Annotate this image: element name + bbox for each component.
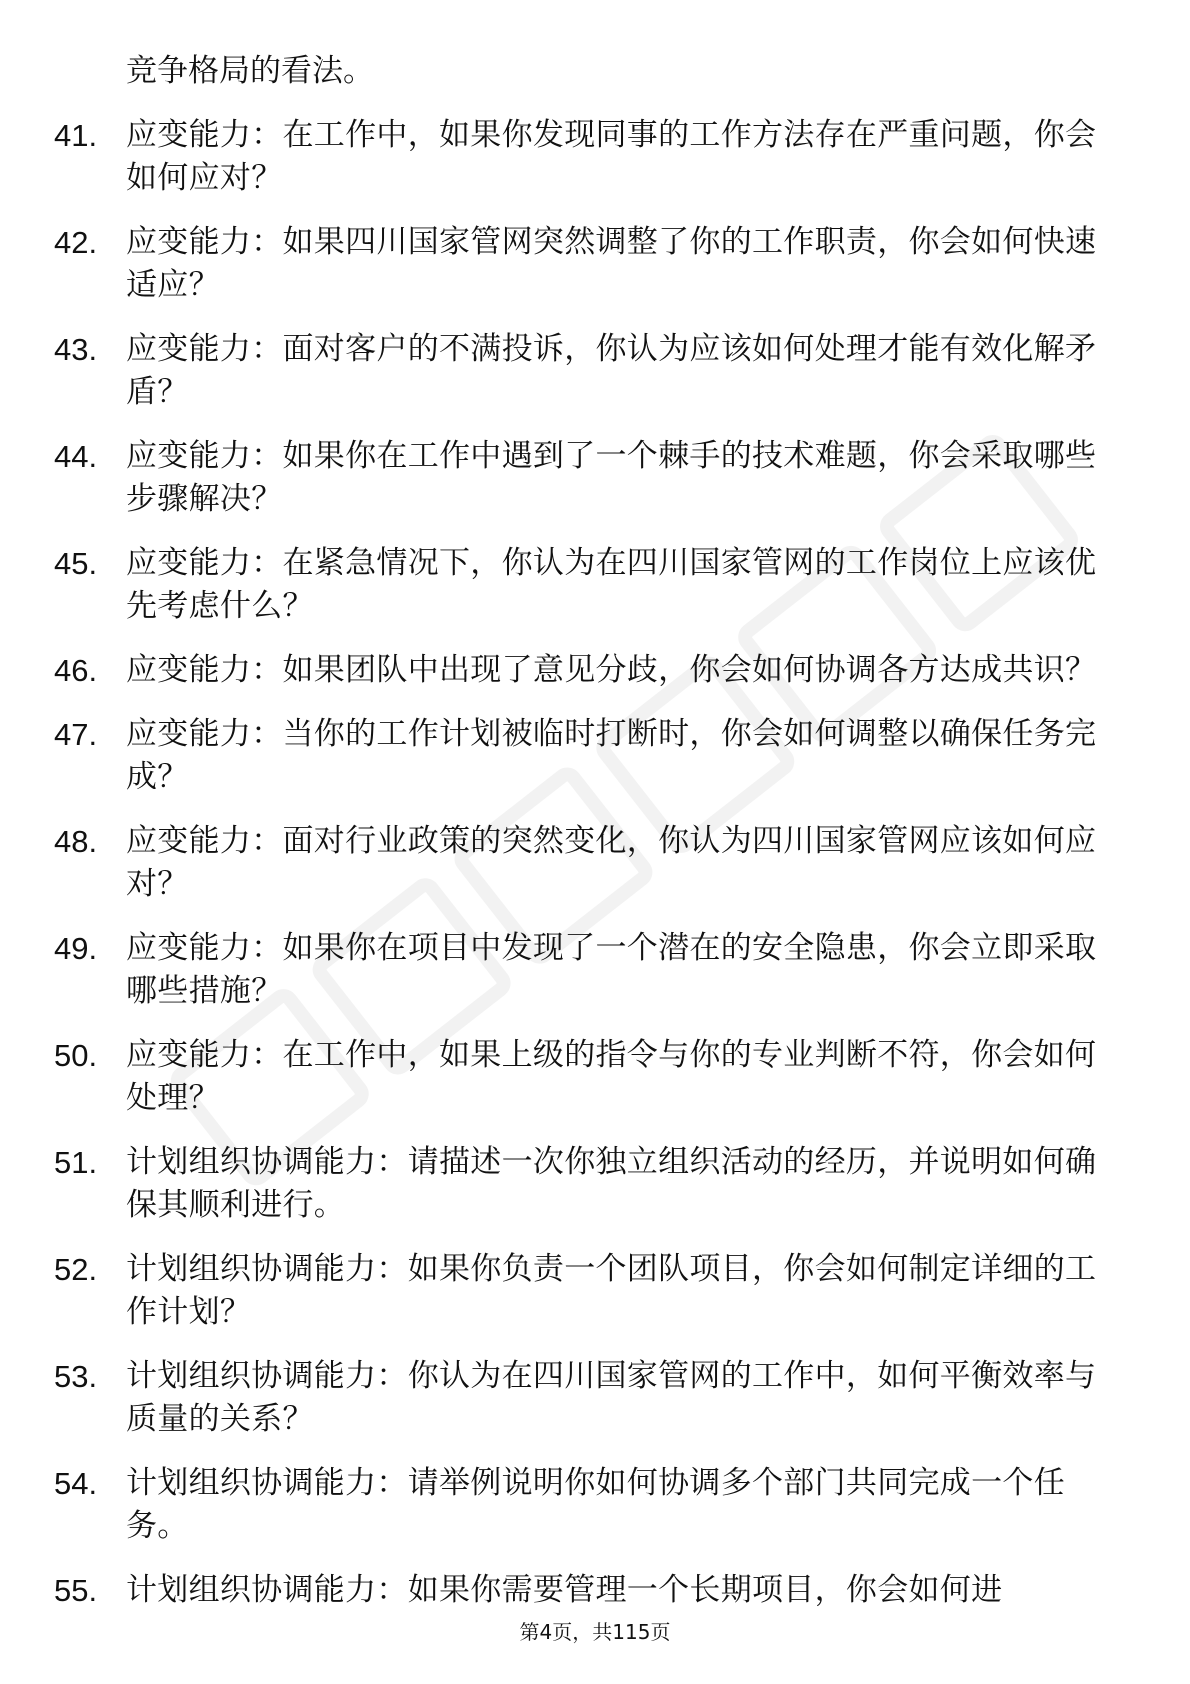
list-item bbox=[54, 1462, 1114, 1548]
item-text: 应变能力：如果四川国家管网突然调整了你的工作职责，你会如何快速适应？ bbox=[126, 224, 1097, 303]
item-text: 应变能力：如果你在项目中发现了一个潜在的安全隐患，你会立即采取哪些措施？ bbox=[126, 930, 1097, 1009]
list-item bbox=[54, 649, 1114, 692]
item-number: 52. bbox=[54, 1252, 98, 1287]
item-number: 51. bbox=[54, 1145, 98, 1180]
list-item bbox=[54, 1248, 1114, 1334]
item-number: 46. bbox=[54, 653, 98, 688]
list-item bbox=[54, 927, 1114, 1013]
item-text: 计划组织协调能力：如果你需要管理一个长期项目，你会如何进 bbox=[126, 1572, 1003, 1608]
item-number: 54. bbox=[54, 1466, 98, 1501]
list-item bbox=[54, 1569, 1114, 1612]
item-text: 应变能力：在紧急情况下，你认为在四川国家管网的工作岗位上应该优先考虑什么？ bbox=[126, 545, 1097, 624]
list-item bbox=[54, 1141, 1114, 1227]
page-footer: 第4页，共115页 bbox=[519, 1620, 671, 1644]
item-text: 应变能力：面对客户的不满投诉，你认为应该如何处理才能有效化解矛盾？ bbox=[126, 331, 1097, 410]
list-item bbox=[54, 1355, 1114, 1441]
item-text: 计划组织协调能力：请描述一次你独立组织活动的经历，并说明如何确保其顺利进行。 bbox=[126, 1144, 1097, 1223]
list-item bbox=[54, 221, 1114, 307]
item-number: 55. bbox=[54, 1573, 98, 1608]
item-text: 计划组织协调能力：你认为在四川国家管网的工作中，如何平衡效率与质量的关系？ bbox=[126, 1358, 1097, 1437]
item-number: 50. bbox=[54, 1038, 98, 1073]
list-item bbox=[54, 328, 1114, 414]
list-item bbox=[54, 820, 1114, 906]
item-text: 应变能力：面对行业政策的突然变化，你认为四川国家管网应该如何应对？ bbox=[126, 823, 1097, 902]
item-number: 42. bbox=[54, 225, 98, 260]
list-item bbox=[54, 1034, 1114, 1120]
item-text: 应变能力：在工作中，如果上级的指令与你的专业判断不符，你会如何处理？ bbox=[126, 1037, 1097, 1116]
item-number: 41. bbox=[54, 118, 98, 153]
item-number: 45. bbox=[54, 546, 98, 581]
item-text: 计划组织协调能力：请举例说明你如何协调多个部门共同完成一个任务。 bbox=[126, 1465, 1065, 1544]
question-list bbox=[54, 50, 1114, 1633]
list-item bbox=[54, 435, 1114, 521]
item-number: 43. bbox=[54, 332, 98, 367]
item-text: 计划组织协调能力：如果你负责一个团队项目，你会如何制定详细的工作计划？ bbox=[126, 1251, 1097, 1330]
item-text: 应变能力：如果团队中出现了意见分歧，你会如何协调各方达成共识？ bbox=[126, 652, 1097, 688]
item-number: 49. bbox=[54, 931, 98, 966]
list-item bbox=[54, 542, 1114, 628]
item-number: 53. bbox=[54, 1359, 98, 1394]
item-text: 应变能力：在工作中，如果你发现同事的工作方法存在严重问题，你会如何应对？ bbox=[126, 117, 1097, 196]
list-item bbox=[54, 114, 1114, 200]
item-number: 44. bbox=[54, 439, 98, 474]
item-text: 应变能力：如果你在工作中遇到了一个棘手的技术难题，你会采取哪些步骤解决？ bbox=[126, 438, 1097, 517]
item-text: 应变能力：当你的工作计划被临时打断时，你会如何调整以确保任务完成？ bbox=[126, 716, 1097, 795]
list-item bbox=[54, 713, 1114, 799]
continuation-text: 竞争格局的看法。 bbox=[126, 53, 374, 89]
item-number: 47. bbox=[54, 717, 98, 752]
item-number: 48. bbox=[54, 824, 98, 859]
